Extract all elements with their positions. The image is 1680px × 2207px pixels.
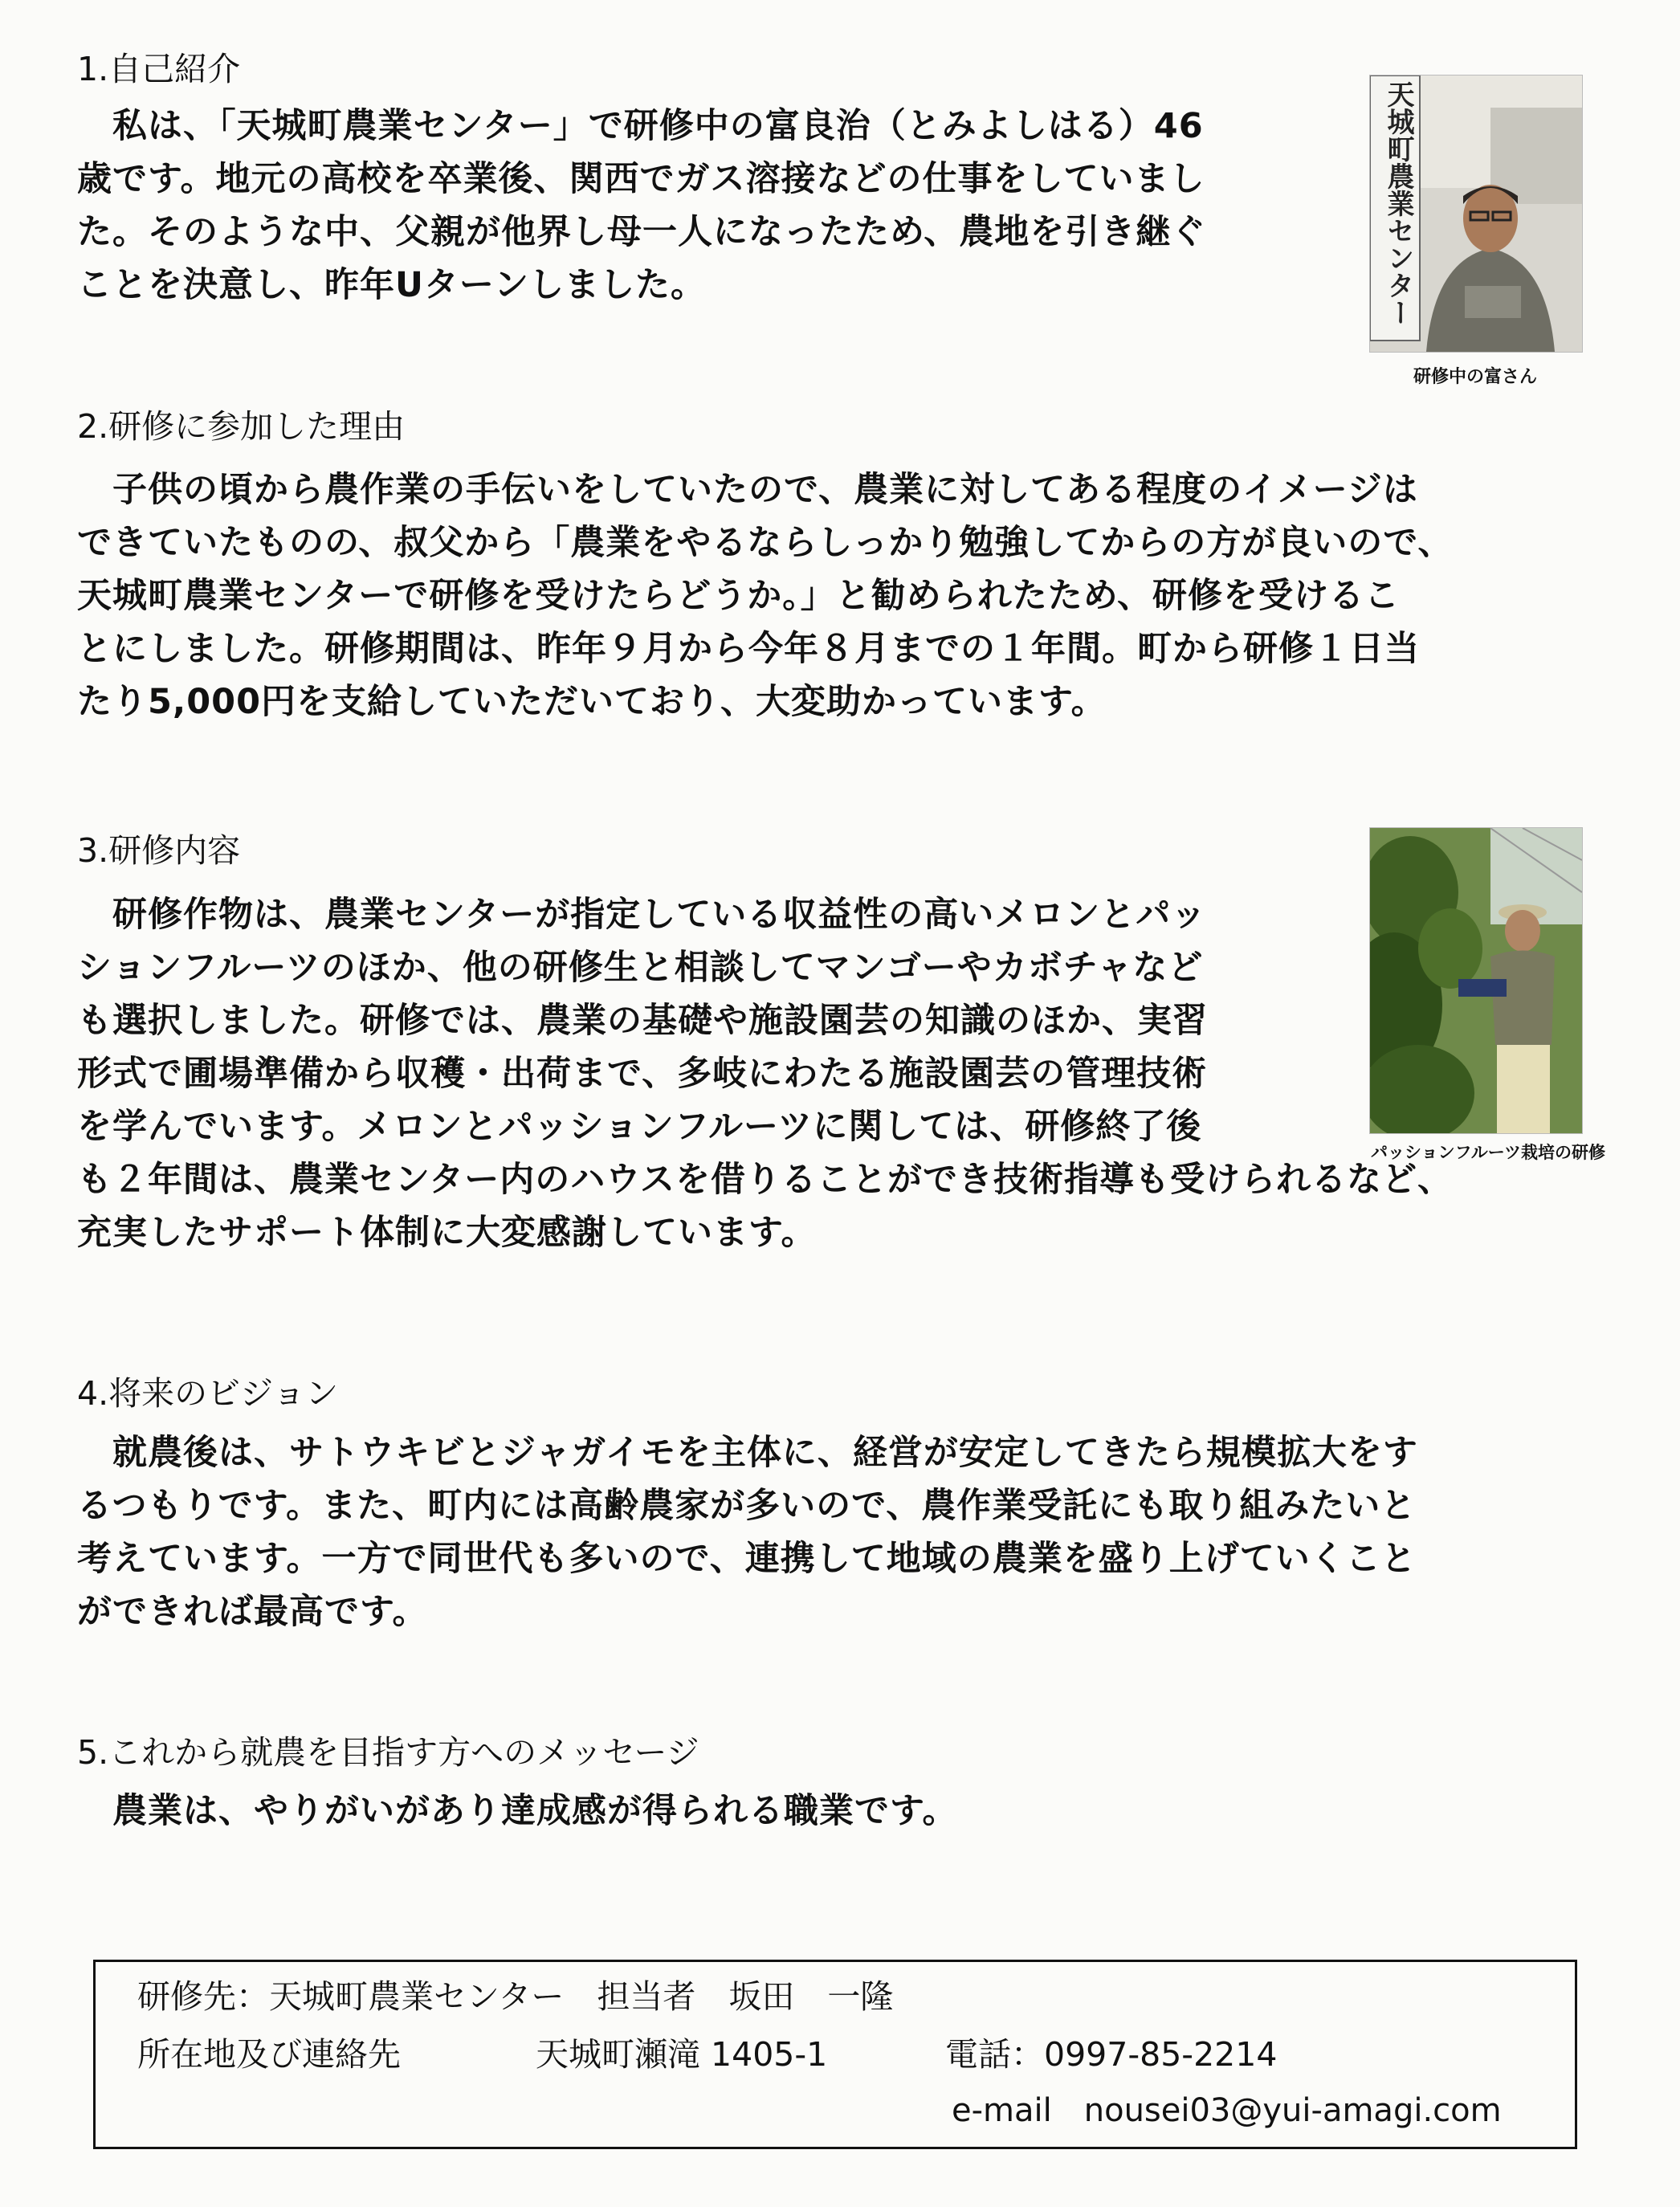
contact-label: 所在地及び連絡先: [137, 2035, 401, 2074]
section-5-body: [77, 1785, 958, 1838]
text-line: 考えています。一方で同世代も多いので、連携して地域の農業を盛り上げていくこと: [77, 1539, 1417, 1579]
text-line: 農業は、やりがいがあり達成感が得られる職業です。: [77, 1791, 958, 1831]
email-link[interactable]: e-mail nousei03@yui-amagi.com: [952, 2092, 1502, 2129]
section-5-heading: 5.これから就農を目指す方へのメッセージ: [77, 1733, 699, 1772]
text-line: 私は、「天城町農業センター」で研修中の富良治（とみよしはる）46: [77, 106, 1204, 146]
text-line: できていたものの、叔父から「農業をやるならしっかり勉強してからの方が良いので、: [77, 523, 1454, 563]
text-line: 子供の頃から農作業の手伝いをしていたので、農業に対してある程度のイメージは: [77, 470, 1418, 510]
section-1-heading: 1.自己紹介: [77, 50, 241, 88]
text-line: も選択しました。研修では、農業の基礎や施設園芸の知識のほか、実習: [77, 1001, 1208, 1041]
text-line: 充実したサポート体制に大変感謝しています。: [77, 1213, 817, 1253]
text-line: 研修作物は、農業センターが指定している収益性の高いメロンとパッ: [77, 895, 1207, 935]
training-site-line: 研修先：天城町農業センター 担当者 坂田 一隆: [137, 1977, 894, 2016]
greenhouse-illustration: [1370, 828, 1582, 1133]
photo-2-caption: パッションフルーツ栽培の研修: [1371, 1143, 1605, 1162]
text-line: を学んでいます。メロンとパッションフルーツに関しては、研修終了後: [77, 1107, 1202, 1147]
text-line: とにしました。研修期間は、昨年９月から今年８月までの１年間。町から研修１日当: [77, 629, 1420, 669]
text-line: るつもりです。また、町内には高齢農家が多いので、農作業受託にも取り組みたいと: [77, 1486, 1417, 1526]
text-line: 天城町農業センターで研修を受けたらどうか。」と勧められたため、研修を受けるこ: [77, 576, 1401, 616]
text-line: た。そのような中、父親が他界し母一人になったため、農地を引き継ぐ: [77, 212, 1207, 252]
signboard-text: 天城町農業センター: [1382, 80, 1414, 326]
text-line: ションフルーツのほか、他の研修生と相談してマンゴーやカボチャなど: [77, 948, 1204, 988]
text-line: たり5,000円を支給していただいており、大変助かっています。: [77, 682, 1107, 722]
section-2-heading: 2.研修に参加した理由: [77, 407, 406, 446]
text-line: も２年間は、農業センター内のハウスを借りることができ技術指導も受けられるなど、: [77, 1160, 1453, 1200]
portrait-photo: [1369, 75, 1583, 353]
section-1-body: [77, 100, 1206, 312]
section-4-body: [77, 1426, 1418, 1638]
phone-text: 電話：0997-85-2214: [945, 2035, 1278, 2074]
text-line: 形式で圃場準備から収穫・出荷まで、多岐にわたる施設園芸の管理技術: [77, 1054, 1208, 1094]
section-3-heading: 3.研修内容: [77, 831, 241, 870]
greenhouse-photo: [1369, 827, 1583, 1134]
address-text: 天城町瀬滝 1405-1: [536, 2035, 828, 2074]
contact-box: [93, 1960, 1577, 2149]
text-line: ができれば最高です。: [77, 1592, 428, 1632]
section-4-heading: 4.将来のビジョン: [77, 1374, 339, 1413]
section-2-body: [77, 463, 1453, 728]
text-line: 歳です。地元の高校を卒業後、関西でガス溶接などの仕事をしていまし: [77, 159, 1205, 199]
text-line: ことを決意し、昨年Uターンしました。: [77, 265, 707, 305]
section-3-body: [77, 888, 1453, 1259]
photo-1-caption: 研修中の富さん: [1413, 367, 1537, 387]
text-line: 就農後は、サトウキビとジャガイモを主体に、経営が安定してきたら規模拡大をす: [77, 1433, 1418, 1473]
